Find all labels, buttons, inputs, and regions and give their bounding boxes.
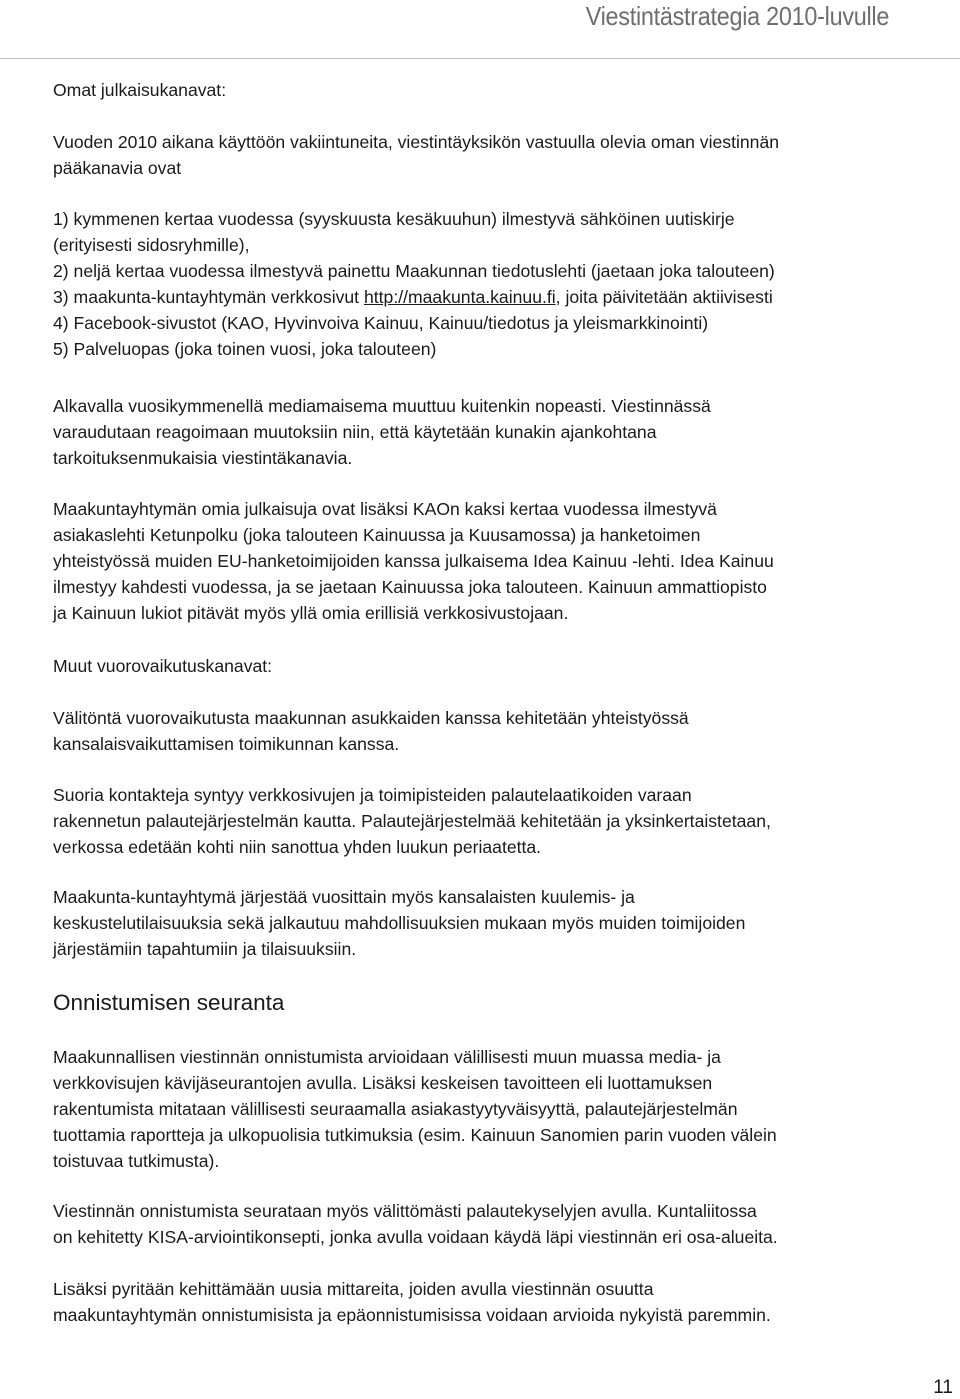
text-line: yhteistyössä muiden EU-hanketoimijoiden kanssa julkaisema Idea Kainuu -lehti. Idea Kainuu — [53, 551, 774, 571]
text-line: varaudutaan reagoimaan muutoksiin niin, että käytetään kunakin ajankohtana — [53, 422, 657, 442]
text-line: Vuoden 2010 aikana käyttöön vakiintuneita, viestintäyksikön vastuulla olevia oman viestinnän — [53, 132, 780, 152]
list-item: 4) Facebook-sivustot (KAO, Hyvinvoiva Kainuu, Kainuu/tiedotus ja yleismarkkinointi) — [53, 313, 709, 333]
publications-paragraph — [53, 496, 953, 626]
text-line: Maakuntayhtymän omia julkaisuja ovat lisäksi KAOn kaksi kertaa vuodessa ilmestyvä — [53, 499, 717, 519]
list-item-text: 3) maakunta-kuntayhtymän verkkosivut — [53, 287, 364, 307]
text-line: verkkovisujen kävijäseurantojen avulla. Lisäksi keskeisen tavoitteen eli luottamuksen — [53, 1073, 713, 1093]
text-line: pääkanavia ovat — [53, 158, 182, 178]
own-channels-heading: Omat julkaisukanavat: — [53, 80, 227, 100]
text-line: järjestämiin tapahtumiin ja tilaisuuksiin. — [53, 939, 357, 959]
text-line: verkossa edetään kohti niin sanottua yhden luukun periaatetta. — [53, 837, 542, 857]
list-item-text: , joita päivitetään aktiivisesti — [555, 287, 773, 307]
text-line: Välitöntä vuorovaikutusta maakunnan asukkaiden kanssa kehitetään yhteistyössä — [53, 708, 689, 728]
text-line: Suoria kontakteja syntyy verkkosivujen ja toimipisteiden palautelaatikoiden varaan — [53, 785, 692, 805]
interaction-paragraph — [53, 705, 953, 757]
feedback-paragraph — [53, 1198, 953, 1250]
list-item: 1) kymmenen kertaa vuodessa (syyskuusta kesäkuuhun) ilmestyvä sähköinen uutiskirje — [53, 209, 735, 229]
intro-paragraph — [53, 129, 953, 181]
text-line: Alkavalla vuosikymmenellä mediamaisema muuttuu kuitenkin nopeasti. Viestinnässä — [53, 396, 711, 416]
text-line: Maakunnallisen viestinnän onnistumista arvioidaan välillisesti muun muassa media- ja — [53, 1047, 721, 1067]
section-heading: Onnistumisen seuranta — [53, 990, 285, 1015]
website-link[interactable]: http://maakunta.kainuu.fi — [363, 287, 556, 307]
text-line: ja Kainuun lukiot pitävät myös yllä omia erillisiä verkkosivustojaan. — [53, 603, 569, 623]
list-item: 2) neljä kertaa vuodessa ilmestyvä painettu Maakunnan tiedotuslehti (jaetaan joka talouteen) — [53, 261, 775, 281]
text-line: Viestinnän onnistumista seurataan myös välittömästi palautekyselyjen avulla. Kuntaliitossa — [53, 1201, 757, 1221]
other-channels-heading: Muut vuorovaikutuskanavat: — [53, 656, 273, 676]
text-line: tarkoituksenmukaisia viestintäkanavia. — [53, 448, 353, 468]
text-line: ilmestyy kahdesti vuodessa, ja se jaetaan Kainuussa joka talouteen. Kainuun ammattiopisto — [53, 577, 767, 597]
contacts-paragraph — [53, 782, 953, 860]
text-line: keskustelutilaisuuksia sekä jalkautuu mahdollisuuksien mukaan myös muiden toimijoiden — [53, 913, 746, 933]
text-line: on kehitetty KISA-arviointikonsepti, jonka avulla voidaan käydä läpi viestinnän eri osa-alueita. — [53, 1227, 778, 1247]
text-line: asiakaslehti Ketunpolku (joka talouteen Kainuussa ja Kuusamossa) ja hanketoimen — [53, 525, 701, 545]
text-line: maakuntayhtymän onnistumisista ja epäonnistumisissa voidaan arvioida nykyistä paremmin. — [53, 1305, 771, 1325]
text-line: toistuvaa tutkimusta). — [53, 1151, 220, 1171]
metrics-paragraph — [53, 1276, 953, 1328]
hearings-paragraph — [53, 884, 953, 962]
channel-list — [53, 206, 953, 362]
text-line: tuottamia raportteja ja ulkopuolisia tutkimuksia (esim. Kainuun Sanomien parin vuoden välein — [53, 1125, 777, 1145]
list-item: 5) Palveluopas (joka toinen vuosi, joka talouteen) — [53, 339, 437, 359]
list-item — [53, 284, 953, 310]
text-line: rakennetun palautejärjestelmän kautta. Palautejärjestelmää kehitetään ja yksinkertaistetaan, — [53, 811, 771, 831]
text-line: Maakunta-kuntayhtymä järjestää vuosittain myös kansalaisten kuulemis- ja — [53, 887, 635, 907]
list-item-continuation: (erityisesti sidosryhmille), — [53, 235, 250, 255]
page-number: 11 — [933, 1377, 953, 1398]
media-change-paragraph — [53, 393, 953, 471]
text-line: Lisäksi pyritään kehittämään uusia mittareita, joiden avulla viestinnän osuutta — [53, 1279, 654, 1299]
text-line: rakentumista mitataan välillisesti seuraamalla asiakastyytyväisyyttä, palautejärjestelmän — [53, 1099, 738, 1119]
text-line: kansalaisvaikuttamisen toimikunnan kanssa. — [53, 734, 400, 754]
evaluation-paragraph — [53, 1044, 953, 1174]
document-title: Viestintästrategia 2010-luvulle — [585, 1, 889, 31]
page-header — [0, 0, 960, 59]
